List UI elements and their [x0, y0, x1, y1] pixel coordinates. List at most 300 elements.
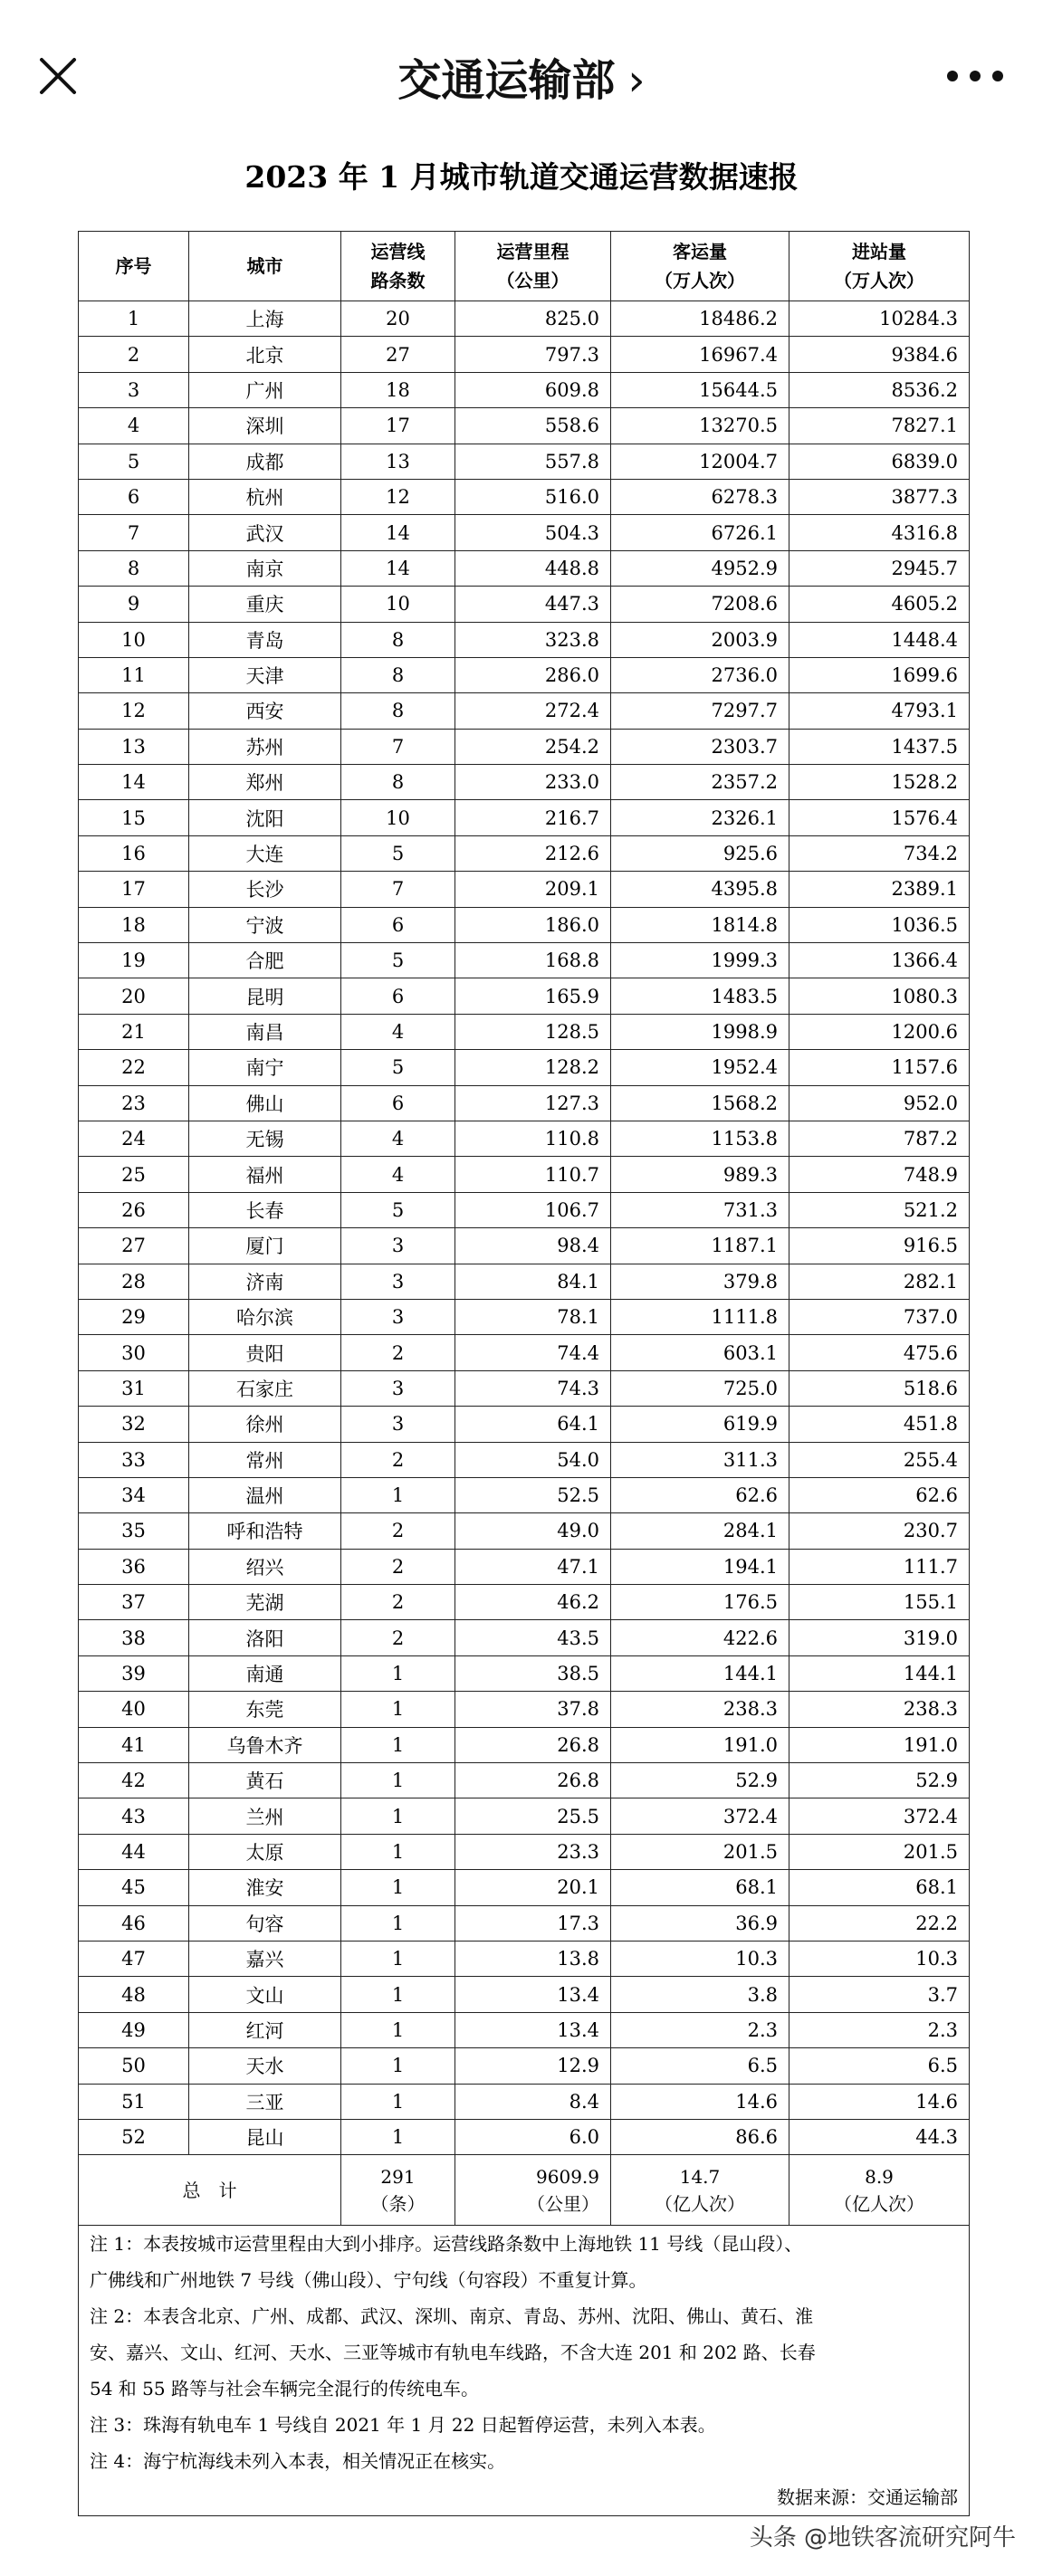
mileage-value: 23.3	[455, 1834, 611, 1869]
row-index: 24	[79, 1121, 189, 1156]
ridership-value: 379.8	[611, 1264, 789, 1299]
watermark: 头条 @地铁客流研究阿牛	[749, 2524, 1016, 2552]
line-count: 1	[341, 1905, 455, 1941]
table-row	[79, 550, 970, 586]
city-name: 天津	[189, 657, 341, 692]
city-name: 苏州	[189, 729, 341, 764]
row-index: 2	[79, 337, 189, 372]
table-row	[79, 2048, 970, 2084]
table-row	[79, 1085, 970, 1121]
entries-value: 22.2	[789, 1905, 970, 1941]
line-count: 14	[341, 550, 455, 586]
table-row	[79, 479, 970, 514]
entries-value: 238.3	[789, 1692, 970, 1727]
ridership-value: 725.0	[611, 1370, 789, 1406]
table-row	[79, 1335, 970, 1370]
table-row	[79, 1014, 970, 1049]
line-count: 10	[341, 587, 455, 622]
note-line: 注 2：本表含北京、广州、成都、武汉、深圳、南京、青岛、苏州、沈阳、佛山、黄石、淮	[90, 2305, 814, 2328]
line-count: 3	[341, 1299, 455, 1334]
row-index: 25	[79, 1157, 189, 1192]
table-row	[79, 1549, 970, 1584]
city-name: 成都	[189, 444, 341, 479]
row-index: 44	[79, 1834, 189, 1869]
entries-value: 1080.3	[789, 978, 970, 1014]
ridership-value: 86.6	[611, 2119, 789, 2154]
entries-value: 14.6	[789, 2084, 970, 2119]
entries-value: 255.4	[789, 1442, 970, 1477]
table-row	[79, 1620, 970, 1655]
entries-value: 2389.1	[789, 872, 970, 907]
line-count: 3	[341, 1228, 455, 1264]
entries-value: 6839.0	[789, 444, 970, 479]
ridership-value: 4395.8	[611, 872, 789, 907]
mileage-value: 25.5	[455, 1798, 611, 1834]
city-name: 南通	[189, 1655, 341, 1691]
mileage-value: 323.8	[455, 622, 611, 657]
line-count: 1	[341, 2012, 455, 2047]
mileage-value: 13.4	[455, 1977, 611, 2012]
mileage-value: 825.0	[455, 301, 611, 337]
document-title: 2023 年 1 月城市轨道交通运营数据速报	[244, 159, 799, 195]
ridership-value: 1999.3	[611, 943, 789, 978]
row-index: 34	[79, 1477, 189, 1512]
mileage-value: 558.6	[455, 408, 611, 444]
line-count: 7	[341, 729, 455, 764]
city-name: 红河	[189, 2012, 341, 2047]
row-index: 37	[79, 1585, 189, 1620]
table-row	[79, 301, 970, 337]
city-name: 芜湖	[189, 1585, 341, 1620]
mileage-value: 84.1	[455, 1264, 611, 1299]
city-name: 济南	[189, 1264, 341, 1299]
mileage-value: 110.7	[455, 1157, 611, 1192]
entries-value: 144.1	[789, 1655, 970, 1691]
city-name: 贵阳	[189, 1335, 341, 1370]
table-row	[79, 1513, 970, 1549]
mileage-value: 26.8	[455, 1763, 611, 1798]
note-line: 注 1：本表按城市运营里程由大到小排序。运营线路条数中上海地铁 11 号线（昆山段）、	[90, 2233, 803, 2256]
ridership-value: 191.0	[611, 1727, 789, 1762]
entries-value: 52.9	[789, 1763, 970, 1798]
city-name: 昆山	[189, 2119, 341, 2154]
line-count: 7	[341, 872, 455, 907]
line-count: 2	[341, 1335, 455, 1370]
column-header: 城市	[189, 232, 341, 301]
mileage-value: 38.5	[455, 1655, 611, 1691]
mileage-value: 13.4	[455, 2012, 611, 2047]
table-row	[79, 2012, 970, 2047]
city-name: 南昌	[189, 1014, 341, 1049]
mileage-value: 165.9	[455, 978, 611, 1014]
ridership-value: 36.9	[611, 1905, 789, 1941]
line-count: 1	[341, 1941, 455, 1976]
ridership-value: 2.3	[611, 2012, 789, 2047]
ridership-value: 1187.1	[611, 1228, 789, 1264]
table-row	[79, 1585, 970, 1620]
city-name: 洛阳	[189, 1620, 341, 1655]
mileage-value: 20.1	[455, 1870, 611, 1905]
table-row	[79, 1264, 970, 1299]
entries-value: 111.7	[789, 1549, 970, 1584]
ridership-value: 2003.9	[611, 622, 789, 657]
entries-value: 230.7	[789, 1513, 970, 1549]
mileage-value: 186.0	[455, 907, 611, 942]
ridership-value: 2736.0	[611, 657, 789, 692]
row-index: 35	[79, 1513, 189, 1549]
mileage-value: 110.8	[455, 1121, 611, 1156]
city-name: 呼和浩特	[189, 1513, 341, 1549]
line-count: 8	[341, 657, 455, 692]
ridership-value: 6278.3	[611, 479, 789, 514]
entries-value: 1437.5	[789, 729, 970, 764]
ridership-value: 372.4	[611, 1798, 789, 1834]
line-count: 5	[341, 1050, 455, 1085]
ridership-value: 925.6	[611, 835, 789, 871]
ridership-value: 6.5	[611, 2048, 789, 2084]
row-index: 47	[79, 1941, 189, 1976]
line-count: 2	[341, 1549, 455, 1584]
account-title-button[interactable]	[0, 45, 1043, 108]
entries-value: 737.0	[789, 1299, 970, 1334]
entries-value: 4793.1	[789, 693, 970, 729]
line-count: 18	[341, 372, 455, 407]
note-line: 54 和 55 路等与社会车辆完全混行的传统电车。	[90, 2378, 479, 2400]
city-name: 南宁	[189, 1050, 341, 1085]
line-count: 1	[341, 1692, 455, 1727]
ridership-value: 7297.7	[611, 693, 789, 729]
line-count: 13	[341, 444, 455, 479]
row-index: 1	[79, 301, 189, 337]
notes-cell	[79, 2226, 970, 2516]
line-count: 1	[341, 1763, 455, 1798]
city-name: 杭州	[189, 479, 341, 514]
mileage-value: 12.9	[455, 2048, 611, 2084]
entries-value: 1528.2	[789, 765, 970, 800]
table-row	[79, 515, 970, 550]
city-name: 沈阳	[189, 800, 341, 835]
mileage-value: 106.7	[455, 1192, 611, 1227]
entries-value: 3877.3	[789, 479, 970, 514]
entries-value: 6.5	[789, 2048, 970, 2084]
table-row	[79, 1407, 970, 1442]
city-name: 北京	[189, 337, 341, 372]
mileage-value: 98.4	[455, 1228, 611, 1264]
note-line: 注 4：海宁杭海线未列入本表，相关情况正在核实。	[90, 2450, 506, 2473]
table-row	[79, 872, 970, 907]
mileage-value: 209.1	[455, 872, 611, 907]
line-count: 2	[341, 1513, 455, 1549]
table-row	[79, 1442, 970, 1477]
line-count: 8	[341, 622, 455, 657]
table-row	[79, 907, 970, 942]
mileage-value: 64.1	[455, 1407, 611, 1442]
ridership-value: 6726.1	[611, 515, 789, 550]
entries-value: 1576.4	[789, 800, 970, 835]
row-index: 45	[79, 1870, 189, 1905]
line-count: 27	[341, 337, 455, 372]
row-index: 30	[79, 1335, 189, 1370]
table-row	[79, 2084, 970, 2119]
mileage-value: 797.3	[455, 337, 611, 372]
city-name: 乌鲁木齐	[189, 1727, 341, 1762]
table-row	[79, 693, 970, 729]
entries-value: 282.1	[789, 1264, 970, 1299]
ridership-table	[78, 231, 970, 2516]
top-navigation-bar	[0, 0, 1043, 154]
more-options-icon[interactable]	[943, 67, 1007, 85]
line-count: 20	[341, 301, 455, 337]
city-name: 西安	[189, 693, 341, 729]
entries-value: 916.5	[789, 1228, 970, 1264]
table-row	[79, 1121, 970, 1156]
ridership-value: 311.3	[611, 1442, 789, 1477]
row-index: 49	[79, 2012, 189, 2047]
entries-value: 155.1	[789, 1585, 970, 1620]
note-line: 注 3：珠海有轨电车 1 号线自 2021 年 1 月 22 日起暂停运营，未列入本表。	[90, 2414, 716, 2437]
entries-value: 201.5	[789, 1834, 970, 1869]
entries-value: 2945.7	[789, 550, 970, 586]
entries-value: 372.4	[789, 1798, 970, 1834]
line-count: 5	[341, 835, 455, 871]
total-row	[79, 2155, 970, 2226]
total-entries: 8.9 （亿人次）	[789, 2155, 970, 2226]
city-name: 青岛	[189, 622, 341, 657]
mileage-value: 216.7	[455, 800, 611, 835]
mileage-value: 168.8	[455, 943, 611, 978]
table-row	[79, 729, 970, 764]
ridership-value: 194.1	[611, 1549, 789, 1584]
line-count: 1	[341, 2048, 455, 2084]
ridership-value: 238.3	[611, 1692, 789, 1727]
ridership-value: 1111.8	[611, 1299, 789, 1334]
entries-value: 734.2	[789, 835, 970, 871]
row-index: 19	[79, 943, 189, 978]
table-row	[79, 1157, 970, 1192]
ridership-value: 18486.2	[611, 301, 789, 337]
table-row	[79, 1727, 970, 1762]
ridership-value: 7208.6	[611, 587, 789, 622]
mileage-value: 74.3	[455, 1370, 611, 1406]
entries-value: 4605.2	[789, 587, 970, 622]
line-count: 1	[341, 1655, 455, 1691]
row-index: 33	[79, 1442, 189, 1477]
line-count: 4	[341, 1157, 455, 1192]
ridership-value: 422.6	[611, 1620, 789, 1655]
mileage-value: 128.2	[455, 1050, 611, 1085]
line-count: 5	[341, 1192, 455, 1227]
ridership-value: 2326.1	[611, 800, 789, 835]
table-row	[79, 1834, 970, 1869]
entries-value: 10.3	[789, 1941, 970, 1976]
row-index: 11	[79, 657, 189, 692]
table-row	[79, 1050, 970, 1085]
entries-value: 1699.6	[789, 657, 970, 692]
city-name: 厦门	[189, 1228, 341, 1264]
line-count: 5	[341, 943, 455, 978]
ridership-value: 201.5	[611, 1834, 789, 1869]
row-index: 23	[79, 1085, 189, 1121]
city-name: 句容	[189, 1905, 341, 1941]
city-name: 常州	[189, 1442, 341, 1477]
ridership-value: 1998.9	[611, 1014, 789, 1049]
row-index: 12	[79, 693, 189, 729]
mileage-value: 504.3	[455, 515, 611, 550]
row-index: 3	[79, 372, 189, 407]
entries-value: 2.3	[789, 2012, 970, 2047]
row-index: 29	[79, 1299, 189, 1334]
row-index: 6	[79, 479, 189, 514]
city-name: 文山	[189, 1977, 341, 2012]
city-name: 郑州	[189, 765, 341, 800]
entries-value: 68.1	[789, 1870, 970, 1905]
mileage-value: 26.8	[455, 1727, 611, 1762]
line-count: 2	[341, 1620, 455, 1655]
ridership-value: 731.3	[611, 1192, 789, 1227]
city-name: 无锡	[189, 1121, 341, 1156]
mileage-value: 212.6	[455, 835, 611, 871]
entries-value: 1366.4	[789, 943, 970, 978]
mileage-value: 128.5	[455, 1014, 611, 1049]
ridership-value: 2303.7	[611, 729, 789, 764]
table-row	[79, 978, 970, 1014]
entries-value: 1036.5	[789, 907, 970, 942]
city-name: 长沙	[189, 872, 341, 907]
line-count: 1	[341, 1870, 455, 1905]
ridership-value: 2357.2	[611, 765, 789, 800]
line-count: 2	[341, 1442, 455, 1477]
ridership-value: 68.1	[611, 1870, 789, 1905]
city-name: 武汉	[189, 515, 341, 550]
line-count: 4	[341, 1014, 455, 1049]
entries-value: 4316.8	[789, 515, 970, 550]
entries-value: 319.0	[789, 1620, 970, 1655]
line-count: 1	[341, 1477, 455, 1512]
ridership-value: 989.3	[611, 1157, 789, 1192]
city-name: 宁波	[189, 907, 341, 942]
row-index: 39	[79, 1655, 189, 1691]
line-count: 1	[341, 2119, 455, 2154]
line-count: 6	[341, 907, 455, 942]
table-row	[79, 943, 970, 978]
line-count: 8	[341, 765, 455, 800]
row-index: 28	[79, 1264, 189, 1299]
mileage-value: 17.3	[455, 1905, 611, 1941]
table-row	[79, 1941, 970, 1976]
row-index: 42	[79, 1763, 189, 1798]
table-row	[79, 1655, 970, 1691]
column-header: 序号	[79, 232, 189, 301]
line-count: 1	[341, 1977, 455, 2012]
row-index: 38	[79, 1620, 189, 1655]
entries-value: 191.0	[789, 1727, 970, 1762]
row-index: 52	[79, 2119, 189, 2154]
city-name: 佛山	[189, 1085, 341, 1121]
row-index: 14	[79, 765, 189, 800]
ridership-value: 13270.5	[611, 408, 789, 444]
row-index: 27	[79, 1228, 189, 1264]
line-count: 10	[341, 800, 455, 835]
ridership-value: 603.1	[611, 1335, 789, 1370]
row-index: 31	[79, 1370, 189, 1406]
mileage-value: 286.0	[455, 657, 611, 692]
line-count: 6	[341, 1085, 455, 1121]
total-mileage: 9609.9 （公里）	[455, 2155, 611, 2226]
entries-value: 10284.3	[789, 301, 970, 337]
mileage-value: 13.8	[455, 1941, 611, 1976]
table-row	[79, 622, 970, 657]
column-header: 运营里程 （公里）	[455, 232, 611, 301]
ridership-value: 62.6	[611, 1477, 789, 1512]
table-row	[79, 1192, 970, 1227]
table-row	[79, 1692, 970, 1727]
city-name: 徐州	[189, 1407, 341, 1442]
table-row	[79, 1977, 970, 2012]
line-count: 17	[341, 408, 455, 444]
ridership-value: 52.9	[611, 1763, 789, 1798]
city-name: 长春	[189, 1192, 341, 1227]
note-line: 广佛线和广州地铁 7 号线（佛山段）、宁句线（句容段）不重复计算。	[90, 2269, 647, 2292]
city-name: 大连	[189, 835, 341, 871]
city-name: 绍兴	[189, 1549, 341, 1584]
city-name: 南京	[189, 550, 341, 586]
ridership-value: 1814.8	[611, 907, 789, 942]
row-index: 51	[79, 2084, 189, 2119]
entries-value: 521.2	[789, 1192, 970, 1227]
line-count: 1	[341, 1834, 455, 1869]
row-index: 21	[79, 1014, 189, 1049]
table-row	[79, 2119, 970, 2154]
entries-value: 451.8	[789, 1407, 970, 1442]
row-index: 26	[79, 1192, 189, 1227]
city-name: 兰州	[189, 1798, 341, 1834]
mileage-value: 49.0	[455, 1513, 611, 1549]
table-row	[79, 337, 970, 372]
city-name: 深圳	[189, 408, 341, 444]
row-index: 43	[79, 1798, 189, 1834]
table-row	[79, 657, 970, 692]
entries-value: 9384.6	[789, 337, 970, 372]
table-row	[79, 1798, 970, 1834]
entries-value: 1200.6	[789, 1014, 970, 1049]
city-name: 福州	[189, 1157, 341, 1192]
row-index: 9	[79, 587, 189, 622]
entries-value: 518.6	[789, 1370, 970, 1406]
total-lines: 291 （条）	[341, 2155, 455, 2226]
city-name: 黄石	[189, 1763, 341, 1798]
row-index: 40	[79, 1692, 189, 1727]
city-name: 淮安	[189, 1870, 341, 1905]
mileage-value: 516.0	[455, 479, 611, 514]
row-index: 20	[79, 978, 189, 1014]
column-header: 进站量 （万人次）	[789, 232, 970, 301]
ridership-value: 15644.5	[611, 372, 789, 407]
line-count: 12	[341, 479, 455, 514]
ridership-value: 1568.2	[611, 1085, 789, 1121]
mileage-value: 254.2	[455, 729, 611, 764]
ridership-value: 14.6	[611, 2084, 789, 2119]
ridership-value: 1483.5	[611, 978, 789, 1014]
entries-value: 62.6	[789, 1477, 970, 1512]
note-line: 安、嘉兴、文山、红河、天水、三亚等城市有轨电车线路，不含大连 201 和 202 路、长春	[90, 2342, 816, 2364]
line-count: 1	[341, 2084, 455, 2119]
table-row	[79, 372, 970, 407]
table-row	[79, 1299, 970, 1334]
table-row	[79, 1477, 970, 1512]
entries-value: 44.3	[789, 2119, 970, 2154]
line-count: 2	[341, 1585, 455, 1620]
entries-value: 8536.2	[789, 372, 970, 407]
